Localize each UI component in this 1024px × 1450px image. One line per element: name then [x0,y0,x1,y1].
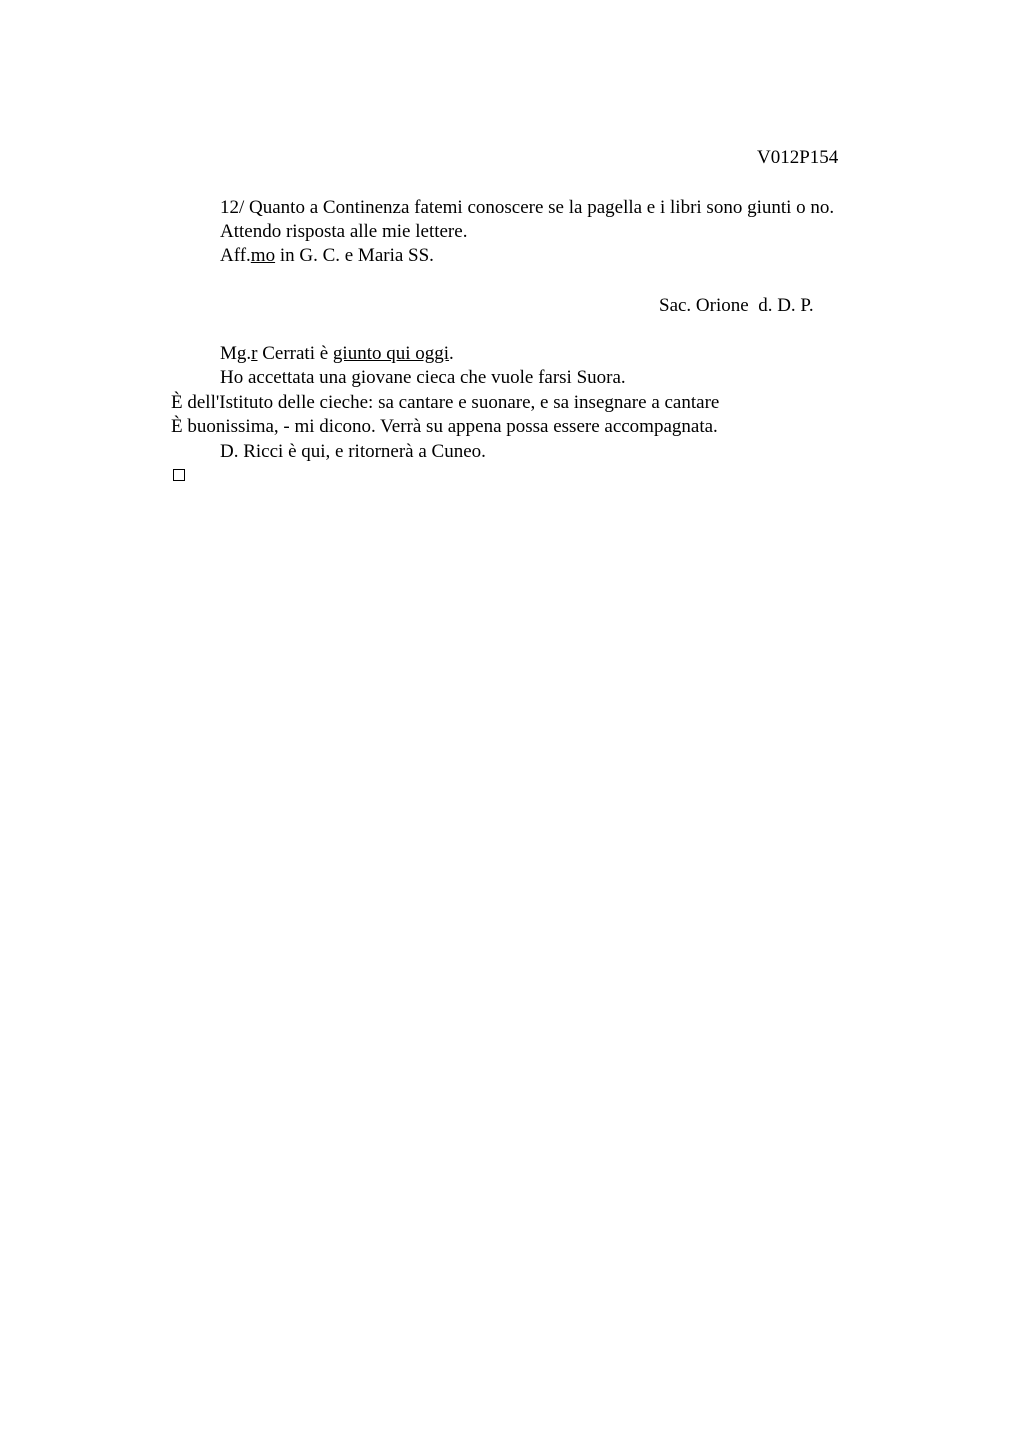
letter-line-1: 12/ Quanto a Continenza fatemi conoscere se la pagella e i libri sono giunti o no. [220,197,835,218]
postscript-line-1 [220,342,454,366]
closing-suffix: in G. C. e Maria SS. [275,245,434,266]
closing-underlined: mo [250,245,276,266]
closing-prefix: Aff. [220,245,251,266]
ps-underlined-phrase: giunto qui oggi [332,343,450,364]
letter-line-3 [220,244,434,268]
ps-prefix: Mg. [220,343,252,364]
empty-box-icon [173,469,185,481]
signature: Sac. Orione d. D. P. [659,295,814,316]
postscript-line-3: È dell'Istituto delle cieche: sa cantare e suonare, e sa insegnare a cantare [171,392,720,413]
postscript-line-4: È buonissima, - mi dicono. Verrà su appena possa essere accompagnata. [171,416,718,437]
ps-underlined-r: r [251,343,258,364]
postscript-line-5: D. Ricci è qui, e ritornerà a Cuneo. [220,441,486,462]
postscript-line-2: Ho accettata una giovane cieca che vuole farsi Suora. [220,367,626,388]
page-reference: V012P154 [757,147,839,168]
letter-line-2: Attendo risposta alle mie lettere. [220,221,468,242]
ps-middle: Cerrati è [257,343,333,364]
ps-suffix: . [449,343,454,364]
